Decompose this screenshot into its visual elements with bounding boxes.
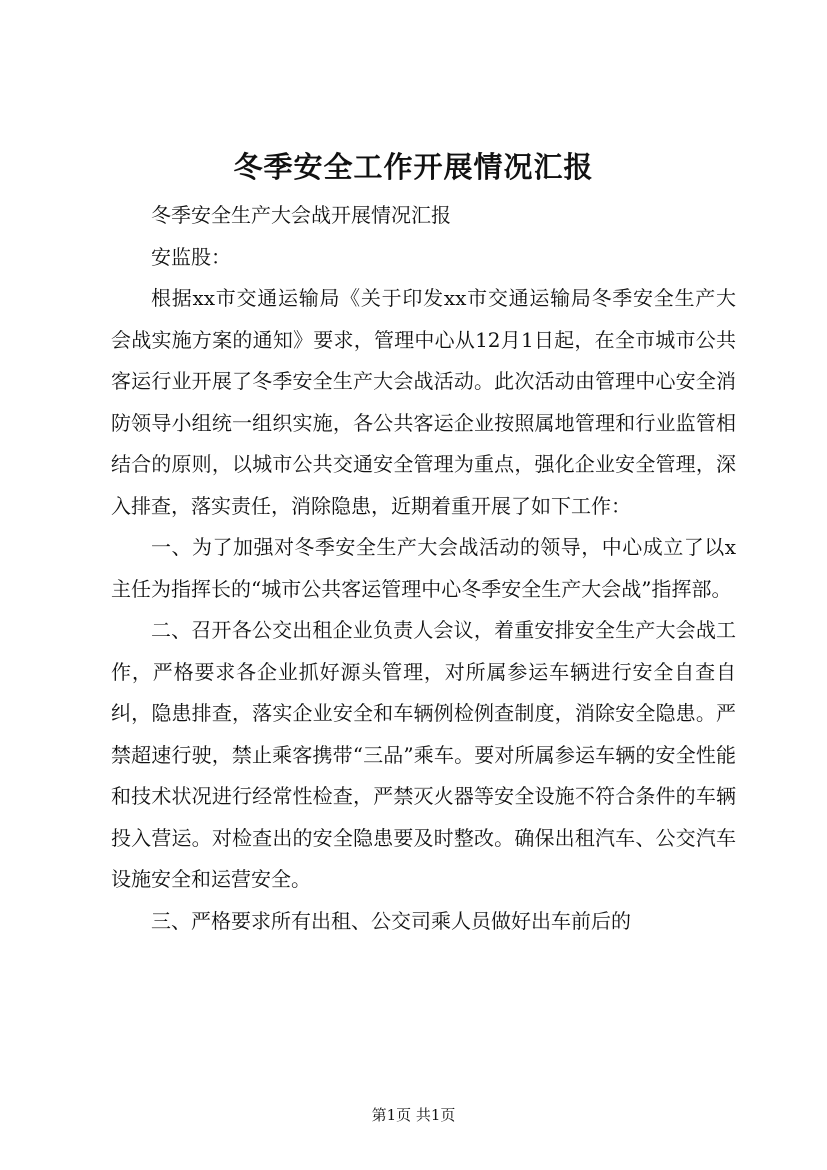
paragraph-item-2: 二、召开各公交出租企业负责人会议，着重安排安全生产大会战工作，严格要求各企业抓好源头管理，对所属参运车辆进行安全自查自纠，隐患排查，落实企业安全和车辆例检例查制度，消除安全隐患。严禁超速行驶，禁止乘客携带“三品”乘车。要对所属参运车辆的安全性能和技术状况进行经常性检查，严禁灭火器等安全设施不符合条件的车辆投入营运。对检查出的安全隐患要及时整改。确保出租汽车、公交汽车设施安全和运营安全。	[111, 618, 736, 891]
paragraph-item-1: 一、为了加强对冬季安全生产大会战活动的领导，中心成立了以x主任为指挥长的“城市公共客运管理中心冬季安全生产大会战”指挥部。	[111, 535, 736, 601]
paragraph-intro: 根据xx市交通运输局《关于印发xx市交通运输局冬季安全生产大会战实施方案的通知》要求，管理中心从12月1日起，在全市城市公共客运行业开展了冬季安全生产大会战活动。此次活动由管理中心安全消防领导小组统一组织实施，各公共客运企业按照属地管理和行业监管相结合的原则，以城市公共交通安全管理为重点，强化企业安全管理，深入排查，落实责任，消除隐患，近期着重开展了如下工作：	[111, 286, 736, 518]
document-body	[111, 195, 736, 942]
paragraph-item-3: 三、严格要求所有出租、公交司乘人员做好出车前后的	[151, 908, 631, 933]
page-indicator: 第1页 共1页	[371, 1106, 456, 1124]
subtitle: 冬季安全生产大会战开展情况汇报	[151, 203, 451, 227]
recipient: 安监股：	[151, 244, 231, 269]
document-title: 冬季安全工作开展情况汇报	[233, 150, 594, 184]
